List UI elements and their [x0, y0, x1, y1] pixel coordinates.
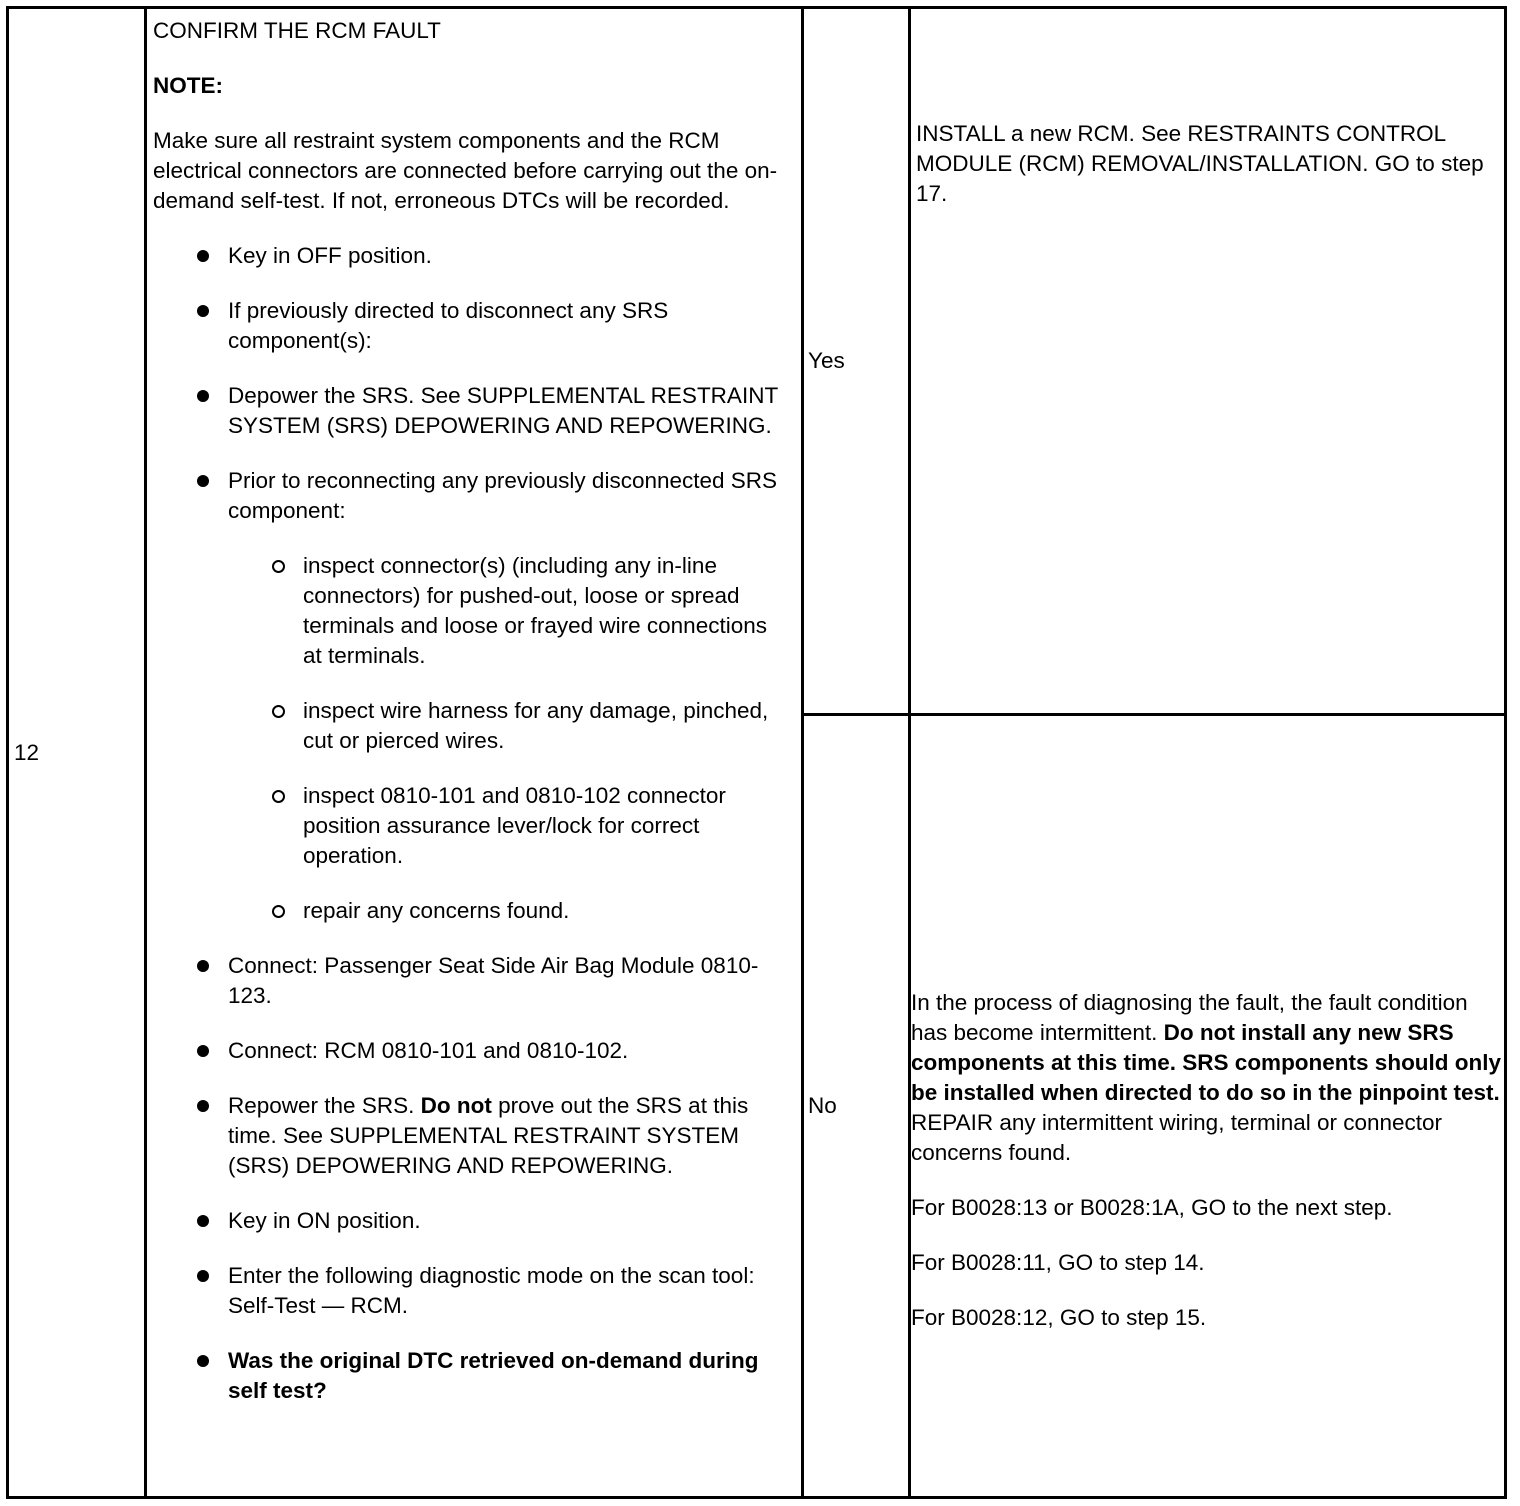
list-item: Depower the SRS. See SUPPLEMENTAL RESTRAINT SYSTEM (SRS) DEPOWERING AND REPOWERING.	[153, 381, 789, 441]
circle-bullet-icon	[272, 790, 285, 803]
no-action-text: In the process of diagnosing the fault, the fault condition has become intermittent. Do not install any new SRS components at this time. SRS components should only be installed when directed to do so in the pinpoint test. REPAIR any intermittent wiring, terminal or connector concerns found.	[911, 990, 1502, 1166]
no-result-cell	[803, 714, 910, 1497]
no-route-text: For B0028:12, GO to step 15.	[911, 1305, 1207, 1331]
list-item: Repower the SRS. Do not prove out the SRS at this time. See SUPPLEMENTAL RESTRAINT SYSTEM (SRS) DEPOWERING AND REPOWERING.	[153, 1091, 789, 1181]
no-label: No	[808, 1092, 837, 1118]
pinpoint-test-table	[6, 6, 1507, 1499]
bullet-icon	[197, 250, 209, 262]
circle-bullet-icon	[272, 560, 285, 573]
circle-bullet-icon	[272, 705, 285, 718]
action-cell	[146, 8, 803, 1498]
bullet-icon	[197, 475, 209, 487]
bullet-icon	[197, 1355, 209, 1367]
table-row-yes	[8, 8, 1506, 715]
step-title: CONFIRM THE RCM FAULT	[153, 18, 441, 43]
circle-bullet-icon	[272, 905, 285, 918]
no-route-text: For B0028:11, GO to step 14.	[911, 1250, 1205, 1276]
list-item: Connect: RCM 0810-101 and 0810-102.	[153, 1036, 789, 1066]
step-number-cell	[8, 8, 146, 1498]
bullet-icon	[197, 1100, 209, 1112]
list-item: Key in OFF position.	[153, 241, 789, 271]
list-item: Enter the following diagnostic mode on the scan tool: Self-Test — RCM.	[153, 1261, 789, 1321]
list-item: Connect: Passenger Seat Side Air Bag Module 0810-123.	[153, 951, 789, 1011]
sub-instruction-list	[228, 551, 789, 926]
bullet-icon	[197, 960, 209, 972]
sub-list-item: inspect 0810-101 and 0810-102 connector position assurance lever/lock for correct operation.	[228, 781, 789, 871]
yes-label: Yes	[808, 347, 845, 373]
bullet-icon	[197, 390, 209, 402]
note-label: NOTE:	[153, 73, 223, 98]
no-action-cell	[910, 714, 1506, 1497]
list-item: Was the original DTC retrieved on-demand during self test?	[153, 1346, 789, 1406]
bullet-icon	[197, 1215, 209, 1227]
list-item: If previously directed to disconnect any SRS component(s):	[153, 296, 789, 356]
list-item: Key in ON position.	[153, 1206, 789, 1236]
instruction-list	[153, 241, 789, 1406]
bullet-icon	[197, 305, 209, 317]
note-text: Make sure all restraint system components and the RCM electrical connectors are connected before carrying out the on-demand self-test. If not, erroneous DTCs will be recorded.	[153, 128, 778, 213]
sub-list-item: repair any concerns found.	[228, 896, 789, 926]
yes-action-text: INSTALL a new RCM. See RESTRAINTS CONTROL MODULE (RCM) REMOVAL/INSTALLATION. GO to step 17.	[916, 121, 1484, 206]
bullet-icon	[197, 1270, 209, 1282]
sub-list-item: inspect wire harness for any damage, pinched, cut or pierced wires.	[228, 696, 789, 756]
step-number: 12	[14, 739, 40, 765]
list-item: Prior to reconnecting any previously disconnected SRS component: inspect connector(s) (including any in-line connectors) for pushed-out, loose or spread terminals and loose or frayed wire connections at terminals. inspect wire harness for any damage, pinched, cut or pierced wires. inspect 0810-101 and 0810-102 connector position assurance lever/lock for correct operation. repair any concerns found.	[153, 466, 789, 926]
no-route-text: For B0028:13 or B0028:1A, GO to the next step.	[911, 1195, 1393, 1221]
sub-list-item: inspect connector(s) (including any in-line connectors) for pushed-out, loose or spread terminals and loose or frayed wire connections at terminals.	[228, 551, 789, 671]
bullet-icon	[197, 1045, 209, 1057]
yes-action-cell	[910, 8, 1506, 715]
yes-result-cell	[803, 8, 910, 715]
